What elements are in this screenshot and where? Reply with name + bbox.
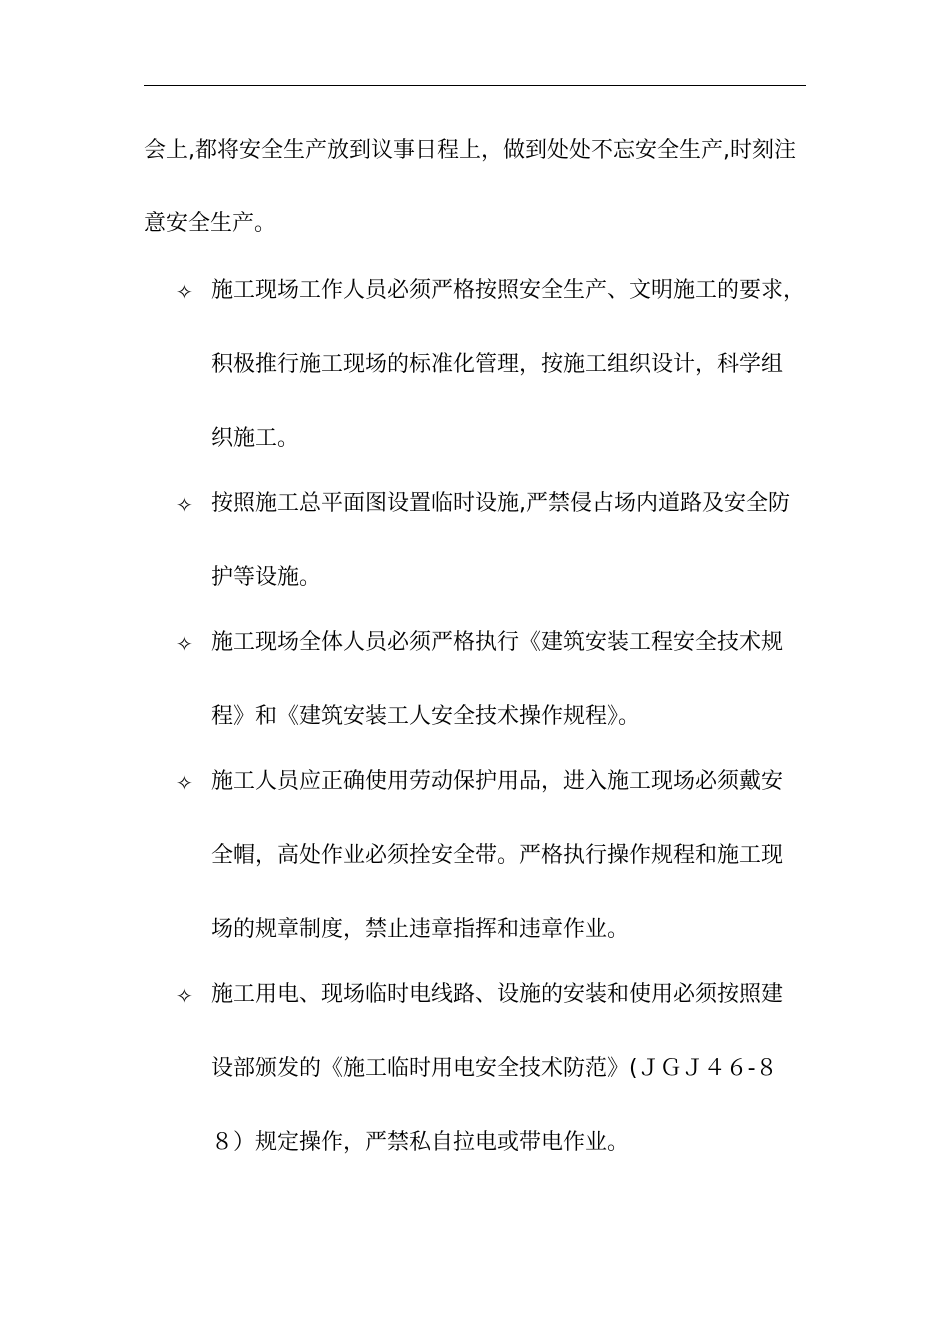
item-2-line-1: 按照施工总平面图设置临时设施,严禁侵占场内道路及安全防 — [211, 491, 790, 516]
item-1-line-2: 积极推行施工现场的标准化管理，按施工组织设计，科学组 — [211, 352, 784, 377]
item-1-line-3: 织施工。 — [211, 426, 300, 451]
header-rule — [144, 85, 806, 86]
item-1-line-1: 施工现场工作人员必须严格按照安全生产、文明施工的要求， — [211, 278, 806, 303]
bullet-icon: ✧ — [176, 984, 193, 1008]
bullet-icon: ✧ — [176, 632, 193, 656]
bullet-icon: ✧ — [176, 771, 193, 795]
item-4-line-1: 施工人员应正确使用劳动保护用品，进入施工现场必须戴安 — [211, 769, 784, 794]
intro-line-1: 会上,都将安全生产放到议事日程上，做到处处不忘安全生产,时刻注 — [144, 138, 796, 163]
item-5-line-2: 设部颁发的《施工临时用电安全技术防范》(ＪＧＪ４６-８ — [211, 1056, 778, 1081]
item-2-line-2: 护等设施。 — [211, 565, 322, 590]
item-4-line-2: 全帽，高处作业必须拴安全带。严格执行操作规程和施工现 — [211, 843, 784, 868]
item-3-line-1: 施工现场全体人员必须严格执行《建筑安装工程安全技术规 — [211, 630, 784, 655]
item-3-line-2: 程》和《建筑安装工人安全技术操作规程》。 — [211, 704, 641, 729]
item-5-line-3: ８）规定操作，严禁私自拉电或带电作业。 — [211, 1130, 630, 1155]
item-5-line-1: 施工用电、现场临时电线路、设施的安装和使用必须按照建 — [211, 982, 784, 1007]
intro-line-2: 意安全生产。 — [144, 211, 277, 236]
bullet-icon: ✧ — [176, 280, 193, 304]
item-4-line-3: 场的规章制度，禁止违章指挥和违章作业。 — [211, 917, 630, 942]
bullet-icon: ✧ — [176, 493, 193, 517]
